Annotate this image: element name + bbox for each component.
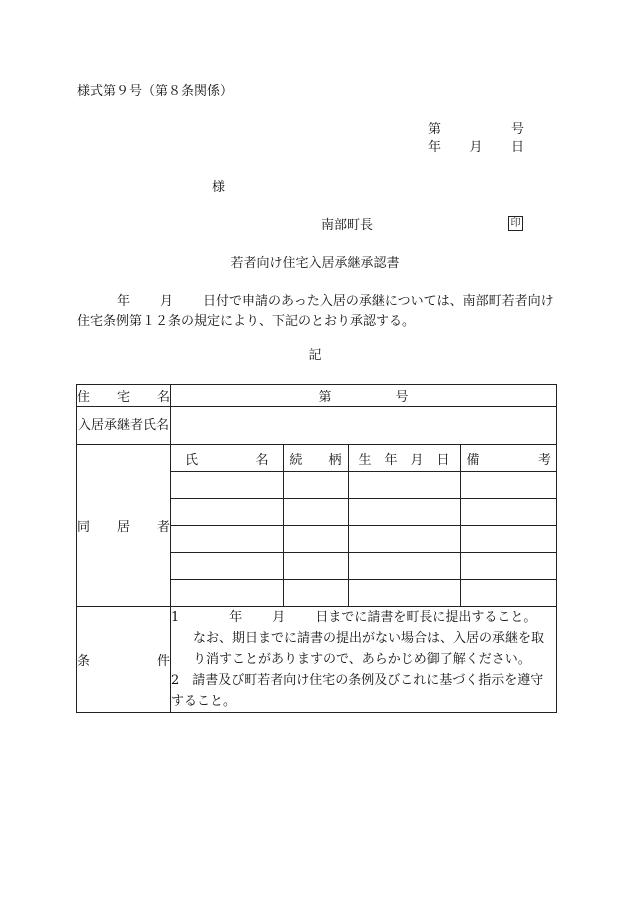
cohabitant-name-cell[interactable] — [171, 580, 283, 607]
cohabitant-relation-cell[interactable] — [283, 499, 348, 526]
col-relation: 続 柄 — [283, 445, 348, 472]
document-date — [428, 140, 524, 156]
housing-label: 住 宅 名 — [77, 385, 171, 407]
housing-value[interactable]: 第 号 — [171, 385, 557, 407]
conditions-label: 条 件 — [77, 607, 171, 713]
cohabitant-relation-cell[interactable] — [283, 580, 348, 607]
condition-2: 2 請書及び町若者向け住宅の条例及びこれに基づく指示を遵守すること。 — [171, 673, 544, 709]
cohabitant-birthdate-cell[interactable] — [348, 526, 460, 553]
record-heading: 記 — [308, 348, 322, 363]
document-number — [428, 122, 524, 138]
cohabitant-remarks-cell[interactable] — [460, 499, 557, 526]
cohabitant-relation-cell[interactable] — [283, 553, 348, 580]
cohabitant-remarks-cell[interactable] — [460, 526, 557, 553]
cohabitants-label: 同 居 者 — [77, 445, 171, 607]
successor-label: 入居承継者氏名 — [77, 407, 171, 445]
addressee-suffix: 様 — [212, 180, 226, 195]
cohabitants-header-row — [171, 445, 557, 472]
cohabitants-grid — [171, 445, 557, 606]
seal-mark: 印 — [508, 216, 523, 231]
cohabitant-remarks-cell[interactable] — [460, 553, 557, 580]
conditions-row — [77, 607, 557, 713]
cohabitant-birthdate-cell[interactable] — [348, 553, 460, 580]
form-number: 様式第９号（第８条関係） — [77, 84, 234, 99]
cohabitant-row — [171, 526, 557, 553]
cohabitant-row — [171, 553, 557, 580]
document-number-suffix: 号 — [510, 122, 524, 137]
cohabitant-relation-cell[interactable] — [283, 526, 348, 553]
issuer: 南部町長 — [321, 218, 374, 233]
body-paragraph — [77, 292, 555, 332]
date-day: 日 — [510, 140, 524, 155]
approval-table — [76, 384, 557, 713]
cohabitant-relation-cell[interactable] — [283, 472, 348, 499]
cohabitant-name-cell[interactable] — [171, 526, 283, 553]
body-month: 月 — [160, 294, 174, 309]
document-title: 若者向け住宅入居承継承認書 — [230, 256, 400, 271]
cohabitant-birthdate-cell[interactable] — [348, 472, 460, 499]
condition-1: 1 年 月 日までに請書を町長に提出すること。 — [171, 610, 537, 625]
cohabitant-row — [171, 499, 557, 526]
condition-1-note: なお、期日までに請書の提出がない場合は、入居の承継を取り消すことがありますので、あらかじめ御了解ください。 — [193, 631, 545, 667]
cohabitant-birthdate-cell[interactable] — [348, 499, 460, 526]
successor-row — [77, 407, 557, 445]
cohabitant-name-cell[interactable] — [171, 553, 283, 580]
body-year: 年 — [117, 294, 131, 309]
cohabitant-name-cell[interactable] — [171, 472, 283, 499]
cohabitant-name-cell[interactable] — [171, 499, 283, 526]
cohabitants-grid-cell — [171, 445, 557, 607]
cohabitant-remarks-cell[interactable] — [460, 580, 557, 607]
document-number-prefix: 第 — [428, 122, 442, 137]
cohabitant-birthdate-cell[interactable] — [348, 580, 460, 607]
col-birthdate: 生 年 月 日 — [348, 445, 460, 472]
col-remarks: 備 考 — [460, 445, 557, 472]
housing-row — [77, 385, 557, 407]
cohabitant-remarks-cell[interactable] — [460, 472, 557, 499]
cohabitant-row — [171, 580, 557, 607]
conditions-content — [171, 607, 557, 713]
date-month: 月 — [469, 140, 483, 155]
cohabitant-row — [171, 472, 557, 499]
body-text: 日付で申請のあった入居の承継については、南部町若者向け住宅条例第１２条の規定により、下記のとおり承認する。 — [77, 294, 554, 329]
cohabitants-row — [77, 445, 557, 607]
col-name: 氏 名 — [171, 445, 283, 472]
successor-value[interactable] — [171, 407, 557, 445]
date-year: 年 — [428, 140, 442, 155]
